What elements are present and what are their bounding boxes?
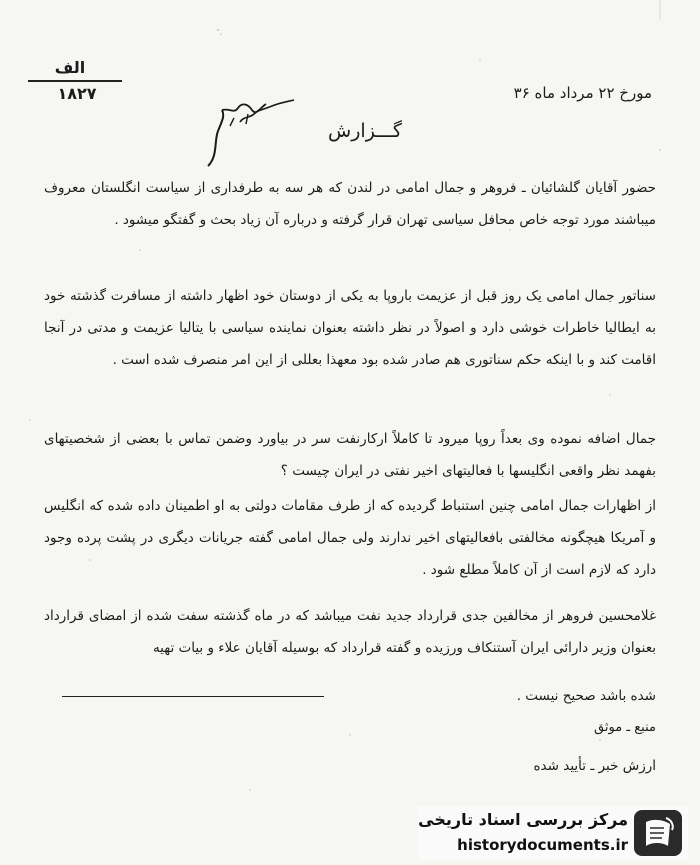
source-line: منبع ـ موثق — [594, 720, 656, 735]
document-title: گـــزارش — [328, 120, 402, 142]
closing-rule — [62, 696, 324, 697]
paragraph-5-ending — [44, 680, 656, 712]
paragraph-2: سناتور جمال امامی یک روز قبل از عزیمت باروپا به یکی از دوستان خود اظهار داشته از مسافرت گذشته خود به ایطالیا خاطرات خوشی دارد و اصولاً در نظر داشته بعنوان نماینده سیاسی با یتالیا عزیمت و مدتی در آنجا اقامت کند و با اینکه حکم سناتوری هم صادر شده بود معهذا بعللی از این امر منصرف شده است . — [44, 288, 656, 368]
document-date: مورخ ۲۲ مرداد ماه ۳۶ — [513, 84, 652, 102]
reference-number: ۱۸۲۷ — [57, 84, 97, 103]
paragraph-5: غلامحسین فروهر از مخالفین جدی قرارداد جدید نفت میباشد که در ماه گذشته سفت شده از امضای قرارداد بعنوان وزیر دارائی ایران آستنکاف ورزیده و گفته قرارداد که بوسیله آقایان علاء و بیات تهیه — [44, 608, 656, 656]
watermark-title: مرکز بررسی اسناد تاریخی — [418, 810, 628, 829]
paragraph-3: جمال اضافه نموده وی بعداً روپا میرود تا کاملاً ارکارنفت سر در بیاورد وضمن تماس با بعضی از شخصیتهای بفهمد نظر واقعی انگلیسها با فعالیتهای اخیر نفتی در ایران چیست ؟ — [44, 431, 656, 479]
paragraph-1: حضور آقایان گلشائیان ـ فروهر و جمال امامی در لندن که هر سه به طرفداری از سیاست انگلستان معروف میباشند مورد توجه خاص محافل سیاسی تهران قرار گرفته و درباره آن زیاد بحث و گفتگو میشود . — [44, 180, 656, 228]
archive-watermark — [418, 806, 688, 860]
paragraph-4: از اظهارات جمال امامی چنین استنباط گردیده که از طرف مقامات دولتی به او اطمینان داده شده که انگلیس و آمریکا هیچگونه مخالفتی بافعالیتهای اخیر ندارند ولی جمال امامی گفته جریانات دیگری در پشت پرده وجود دارد که لازم است از آن کاملاً مطلع شود . — [44, 498, 656, 578]
reference-number-block — [22, 58, 132, 103]
document-scroll-icon — [632, 808, 684, 858]
handwritten-signature — [200, 96, 300, 176]
reference-divider — [28, 80, 122, 82]
watermark-url: historydocuments.ir — [457, 836, 628, 854]
reference-label: الف — [54, 58, 86, 77]
paragraph-5-last-line: شده باشد صحیح نیست . — [516, 688, 656, 704]
news-value-line: ارزش خبر ـ تأیید شده — [533, 758, 656, 774]
